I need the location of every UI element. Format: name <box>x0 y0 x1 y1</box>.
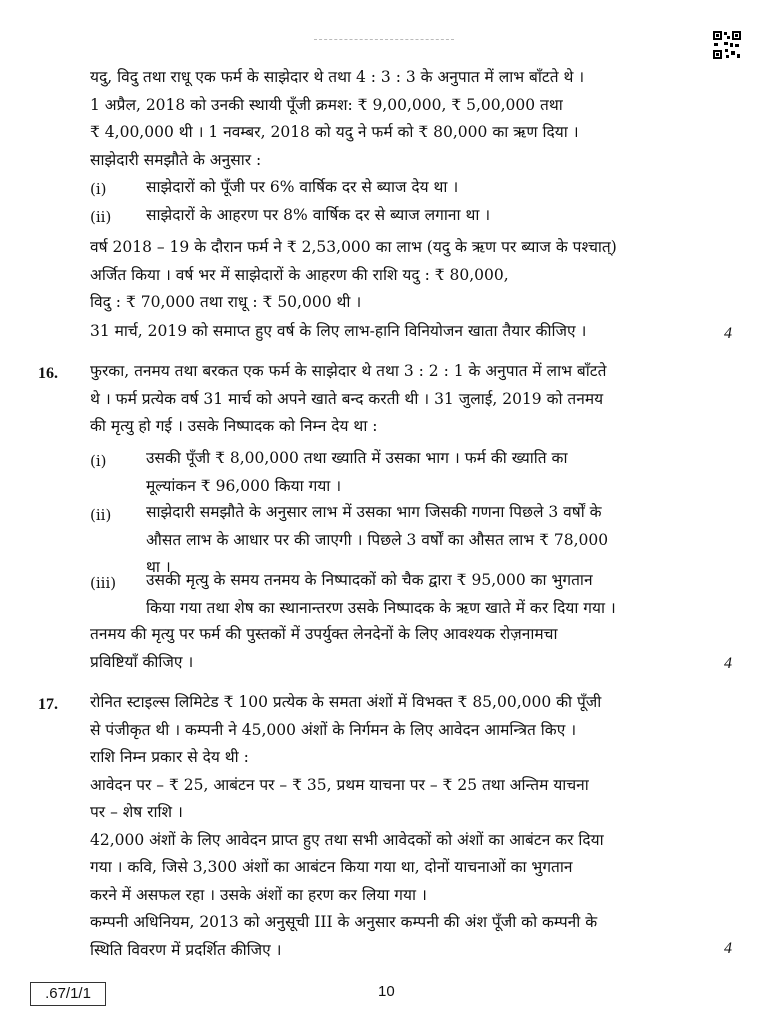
q15-item-text: साझेदारों को पूँजी पर 6% वार्षिक दर से ब्याज देय था । <box>146 178 459 196</box>
q16-intro-line: थे । फर्म प्रत्येक वर्ष 31 मार्च को अपने खाते बन्द करती थी । 31 जुलाई, 2019 को तनमय <box>90 389 604 408</box>
q15-intro-line: यदु, विदु तथा राधू एक फर्म के साझेदार थे तथा 4 : 3 : 3 के अनुपात में लाभ बाँटते थे । <box>90 68 585 86</box>
q15-body-line: वर्ष 2018 – 19 के दौरान फर्म ने ₹ 2,53,000 का लाभ (यदु के ऋण पर ब्याज के पश्चात्) <box>90 238 617 256</box>
q15-body <box>90 234 718 317</box>
q16-instruction <box>90 621 718 676</box>
q16-instruction-line: प्रविष्टियाँ कीजिए । <box>90 652 194 671</box>
q16-intro-line: की मृत्यु हो गई । उसके निष्पादक को निम्न देय था : <box>90 417 378 435</box>
q17-number: 17. <box>38 696 58 713</box>
q16-intro-line: फुरका, तनमय तथा बरकत एक फर्म के साझेदार थे तथा 3 : 2 : 1 के अनुपात में लाभ बाँटते <box>90 362 607 380</box>
q16-item-text <box>146 567 718 622</box>
q16-item-line: उसकी पूँजी ₹ 8,00,000 तथा ख्याति में उसका भाग । फर्म की ख्याति का <box>146 449 568 467</box>
q15-intro-line: साझेदारी समझौते के अनुसार : <box>90 150 262 169</box>
q15-body-line: विदु : ₹ 70,000 तथा राधू : ₹ 50,000 थी । <box>90 293 362 311</box>
q17-line: से पंजीकृत थी । कम्पनी ने 45,000 अंशों के निर्गमन के लिए आवेदन आमन्त्रित किए । <box>90 720 577 739</box>
qr-code-icon <box>712 30 742 60</box>
q15-intro-line: 1 अप्रैल, 2018 को उनकी स्थायी पूँजी क्रमश: ₹ 9,00,000, ₹ 5,00,000 तथा <box>90 95 563 114</box>
q16-item-label: (iii) <box>90 574 117 592</box>
q17-line: पर – शेष राशि । <box>90 803 183 821</box>
q15-intro <box>90 64 718 174</box>
q16-instruction-line: तनमय की मृत्यु पर फर्म की पुस्तकों में उपर्युक्त लेनदेनों के लिए आवश्यक रोज़नामचा <box>90 625 558 643</box>
q17-line: स्थिति विवरण में प्रदर्शित कीजिए । <box>90 940 282 959</box>
q16-marks: 4 <box>724 655 732 672</box>
q17-body <box>90 689 718 964</box>
paper-code: .67/1/1 <box>30 982 106 1006</box>
q15-intro-line: ₹ 4,00,000 थी । 1 नवम्बर, 2018 को यदु ने फर्म को ₹ 80,000 का ऋण दिया । <box>90 123 579 141</box>
q16-item-line: था । <box>146 558 171 576</box>
q16-item-text <box>146 445 718 500</box>
header-rule <box>314 39 454 40</box>
q16-item-line: साझेदारी समझौते के अनुसार लाभ में उसका भाग जिसकी गणना पिछले 3 वर्षों के <box>146 503 602 521</box>
q15-instruction: 31 मार्च, 2019 को समाप्त हुए वर्ष के लिए लाभ-हानि विनियोजन खाता तैयार कीजिए । <box>90 322 587 340</box>
page-number: 10 <box>378 983 395 1000</box>
q16-item-line: मूल्यांकन ₹ 96,000 किया गया । <box>146 476 342 495</box>
q17-marks: 4 <box>724 940 732 957</box>
q17-line: रोनित स्टाइल्स लिमिटेड ₹ 100 प्रत्येक के समता अंशों में विभक्त ₹ 85,00,000 की पूँजी <box>90 693 602 711</box>
q16-number: 16. <box>38 365 58 382</box>
q17-line: 42,000 अंशों के लिए आवेदन प्राप्त हुए तथा सभी आवेदकों को अंशों का आबंटन कर दिया <box>90 830 604 849</box>
q16-item-label: (i) <box>90 452 107 470</box>
q17-line: गया । कवि, जिसे 3,300 अंशों का आबंटन किया गया था, दोनों याचनाओं का भुगतान <box>90 858 573 876</box>
q17-line: आवेदन पर – ₹ 25, आबंटन पर – ₹ 35, प्रथम याचना पर – ₹ 25 तथा अन्तिम याचना <box>90 775 589 794</box>
q17-line: राशि निम्न प्रकार से देय थी : <box>90 748 249 766</box>
q15-item-text: साझेदारों के आहरण पर 8% वार्षिक दर से ब्याज लगाना था । <box>146 206 491 224</box>
q17-line: करने में असफल रहा । उसके अंशों का हरण कर लिया गया । <box>90 885 427 904</box>
q16-item-line: औसत लाभ के आधार पर की जाएगी । पिछले 3 वर्षों का औसत लाभ ₹ 78,000 <box>146 530 609 549</box>
q15-item-label: (i) <box>90 180 107 198</box>
q15-item-label: (ii) <box>90 208 112 226</box>
q16-intro <box>90 358 718 441</box>
q16-item-line: किया गया तथा शेष का स्थानान्तरण उसके निष्पादक के ऋण खाते में कर दिया गया । <box>146 598 616 617</box>
q17-line: कम्पनी अधिनियम, 2013 को अनुसूची III के अनुसार कम्पनी की अंश पूँजी को कम्पनी के <box>90 913 598 931</box>
q15-body-line: अर्जित किया । वर्ष भर में साझेदारों के आहरण की राशि यदु : ₹ 80,000, <box>90 265 509 284</box>
q16-item-label: (ii) <box>90 506 112 524</box>
q16-item-line: उसकी मृत्यु के समय तनमय के निष्पादकों को चैक द्वारा ₹ 95,000 का भुगतान <box>146 571 593 589</box>
q15-marks: 4 <box>724 325 732 342</box>
